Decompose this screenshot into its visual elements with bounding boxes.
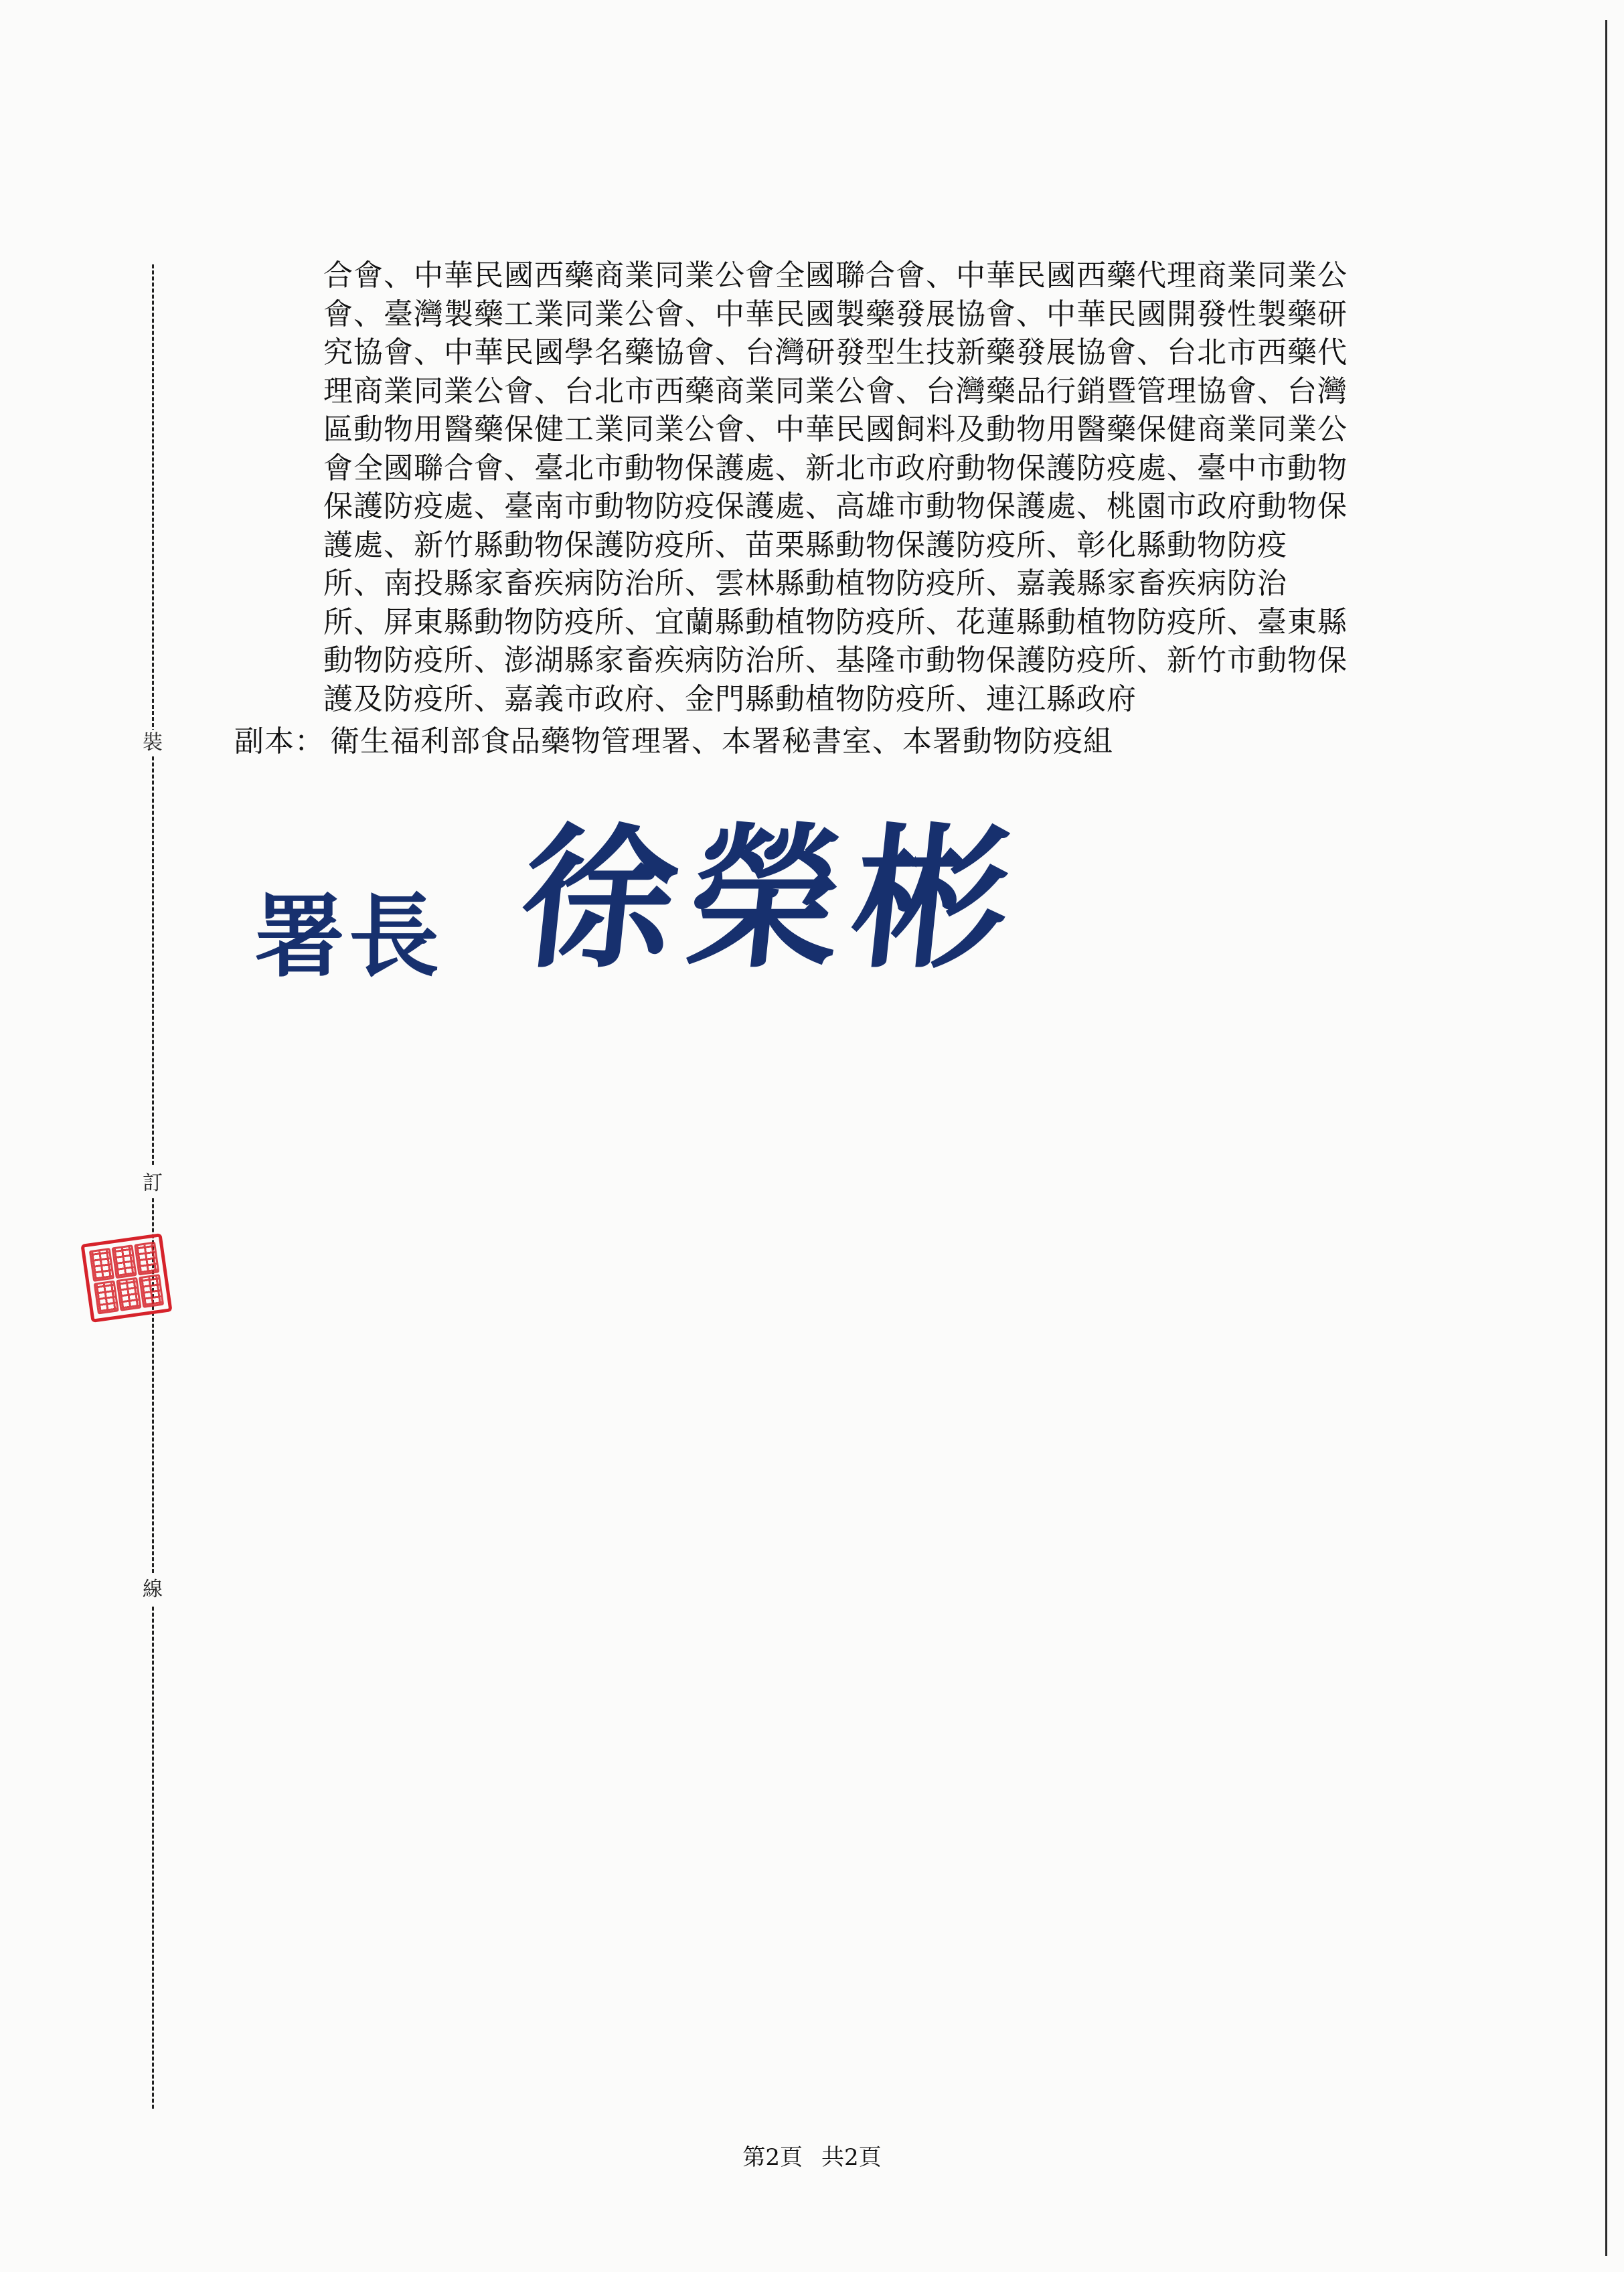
recipients-line: 會、臺灣製藥工業同業公會、中華民國製藥發展協會、中華民國開發性製藥研	[323, 297, 1348, 331]
binding-dash-segment	[152, 264, 154, 733]
binding-dash-segment	[152, 1607, 154, 2109]
recipients-line: 護處、新竹縣動物保護防疫所、苗栗縣動物保護防疫所、彰化縣動物防疫	[323, 528, 1287, 562]
binding-char-ding: 訂	[141, 1170, 165, 1197]
cc-row	[234, 717, 1113, 760]
recipients-line: 護及防疫所、嘉義市政府、金門縣動植物防疫所、連江縣政府	[323, 681, 1137, 716]
recipients-line: 區動物用醫藥保健工業同業公會、中華民國飼料及動物用醫藥保健商業同業公	[323, 412, 1348, 447]
recipients-line: 保護防疫處、臺南市動物防疫保護處、高雄市動物保護處、桃園市政府動物保	[323, 489, 1348, 523]
recipients-line: 合會、中華民國西藥商業同業公會全國聯合會、中華民國西藥代理商業同業公	[323, 258, 1348, 293]
signature-title: 署長	[254, 884, 443, 989]
binding-char-xian: 線	[141, 1576, 165, 1603]
page-number	[0, 2139, 1624, 2172]
recipients-line: 所、屏東縣動物防疫所、宜蘭縣動植物防疫所、花蓮縣動植物防疫所、臺東縣	[323, 604, 1348, 639]
page-total: 共2頁	[821, 2144, 882, 2171]
recipients-line: 會全國聯合會、臺北市動物保護處、新北市政府動物保護防疫處、臺中市動物	[323, 451, 1348, 485]
recipients-block	[323, 256, 1388, 718]
scan-edge-line	[1605, 20, 1607, 2256]
red-seal-icon	[80, 1233, 172, 1323]
signature-name: 徐榮彬	[513, 811, 1030, 989]
cc-text: 衛生福利部食品藥物管理署、本署秘書室、本署動物防疫組	[330, 724, 1113, 758]
recipients-line: 究協會、中華民國學名藥協會、台灣研發型生技新藥發展協會、台北市西藥代	[323, 335, 1348, 370]
recipients-line: 理商業同業公會、台北市西藥商業同業公會、台灣藥品行銷暨管理協會、台灣	[323, 374, 1348, 408]
binding-dash-segment	[152, 756, 154, 1165]
page-current: 第2頁	[742, 2144, 803, 2171]
recipients-line: 動物防疫所、澎湖縣家畜疾病防治所、基隆市動物保護防疫所、新竹市動物保	[323, 643, 1348, 677]
cc-label: 副本：	[234, 724, 325, 758]
binding-char-zhuang: 裝	[141, 730, 165, 756]
recipients-line: 所、南投縣家畜疾病防治所、雲林縣動植物防疫所、嘉義縣家畜疾病防治	[323, 566, 1287, 600]
